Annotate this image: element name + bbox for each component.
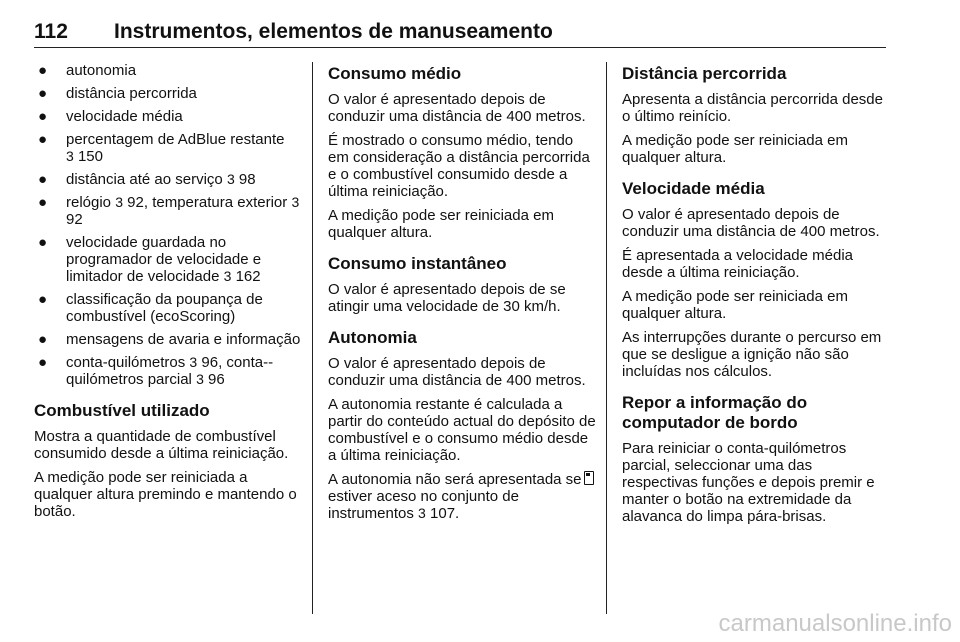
paragraph: A medição pode ser reiniciada em qualquer altura. xyxy=(622,132,848,166)
paragraph: A medição pode ser reiniciada em qualquer altura. xyxy=(328,207,554,241)
bullet-icon: ● xyxy=(38,354,48,371)
page-ref-link[interactable]: 107. xyxy=(430,505,460,522)
paragraph: O valor é apresentado depois de se atingir uma velocidade de 30 km/h. xyxy=(328,281,566,315)
list-item xyxy=(34,85,302,102)
list-item xyxy=(34,331,302,348)
list-item-text: velocidade guardada no programador de velocidade e limitador de velocidade xyxy=(66,234,262,285)
page-ref-icon: 3 xyxy=(189,354,198,370)
paragraph: Apresenta a distância percorrida desde o último reinício. xyxy=(622,91,883,125)
list-item-text: classificação da poupança de combustível (ecoScoring) xyxy=(66,291,263,325)
page-ref-icon: 3 xyxy=(196,371,204,387)
section-heading: Consumo instantâneo xyxy=(328,254,507,273)
watermark: carmanualsonline.info xyxy=(718,610,952,637)
paragraph: Para reiniciar o conta-quilómetros parcial, seleccionar uma das respectivas funções e depois premir e manter o botão na extremidade da alavanca do limpa pára-brisas. xyxy=(622,440,875,525)
paragraph: É mostrado o consumo médio, tendo em consideração a distância percorrida e o combustível consumido desde a última reiniciação. xyxy=(328,132,590,200)
bullet-icon: ● xyxy=(38,62,48,79)
page-ref-icon: 3 xyxy=(66,148,74,164)
list-item xyxy=(34,291,302,325)
page-ref-icon: 3 xyxy=(226,171,235,187)
list-item-text: , conta--quilómetros parcial xyxy=(66,354,274,388)
page-ref-icon: 3 xyxy=(291,194,300,210)
paragraph: As interrupções durante o percurso em que se desligue a ignição não são incluídas nos cálculos. xyxy=(622,329,882,380)
bullet-icon: ● xyxy=(38,194,48,211)
list-item xyxy=(34,62,302,79)
bullet-icon: ● xyxy=(38,291,48,308)
list-item xyxy=(34,354,302,388)
list-item-text: mensagens de avaria e informação xyxy=(66,331,301,348)
paragraph: A autonomia restante é calculada a partir do conteúdo actual do depósito de combustível e o consumo médio desde a última reiniciação. xyxy=(328,396,596,464)
page-ref-icon: 3 xyxy=(418,505,426,521)
list-item-text: distância até ao serviço xyxy=(66,171,223,188)
column-divider xyxy=(606,62,607,614)
chapter-title: Instrumentos, elementos de manuseamento xyxy=(114,20,553,43)
bullet-list xyxy=(34,62,302,388)
page-ref-icon: 3 xyxy=(223,268,232,284)
page-ref-link[interactable]: 96 xyxy=(201,354,219,371)
list-item-text: distância percorrida xyxy=(66,85,197,102)
section-heading: Distância percorrida xyxy=(622,64,787,83)
page-ref-icon: 3 xyxy=(115,194,123,210)
section-heading: Combustível utilizado xyxy=(34,401,210,420)
list-item-text: , temperatura exterior xyxy=(143,194,288,211)
paragraph: O valor é apresentado depois de conduzir uma distância de 400 metros. xyxy=(622,206,880,240)
list-item-text: relógio xyxy=(66,194,112,211)
list-item xyxy=(34,108,302,125)
column-middle xyxy=(328,62,596,529)
section-heading: Consumo médio xyxy=(328,64,462,83)
page-ref-link[interactable]: 96 xyxy=(208,371,225,388)
column-right xyxy=(622,62,890,532)
paragraph xyxy=(328,471,596,522)
column-left xyxy=(34,62,302,527)
list-item-text: velocidade média xyxy=(66,108,183,125)
section-heading: Autonomia xyxy=(328,328,417,347)
section-heading: Velocidade média xyxy=(622,179,765,198)
page-ref-link[interactable]: 98 xyxy=(238,171,256,188)
list-item-text: percentagem de AdBlue restante xyxy=(66,131,285,148)
page-ref-link[interactable]: 92 xyxy=(66,211,83,228)
paragraph-text: A autonomia não será apresentada se xyxy=(328,471,582,488)
page-ref-link[interactable]: 162 xyxy=(235,268,261,285)
paragraph: O valor é apresentado depois de conduzir uma distância de 400 metros. xyxy=(328,91,586,125)
paragraph-text: estiver aceso no conjunto de instrumentos xyxy=(328,488,519,522)
fuel-warning-icon xyxy=(584,471,594,485)
paragraph: É apresentada a velocidade média desde a última reiniciação. xyxy=(622,247,853,281)
paragraph: A medição pode ser reiniciada a qualquer altura premindo e mantendo o botão. xyxy=(34,469,297,520)
list-item xyxy=(34,131,302,165)
column-divider xyxy=(312,62,313,614)
paragraph: O valor é apresentado depois de conduzir uma distância de 400 metros. xyxy=(328,355,586,389)
bullet-icon: ● xyxy=(38,171,48,188)
list-item xyxy=(34,194,302,228)
bullet-icon: ● xyxy=(38,85,48,102)
bullet-icon: ● xyxy=(38,234,48,251)
page-ref-link[interactable]: 92 xyxy=(127,194,144,211)
page-ref-link[interactable]: 150 xyxy=(77,148,103,165)
list-item-text: autonomia xyxy=(66,62,137,79)
page-header xyxy=(34,6,886,48)
paragraph: A medição pode ser reiniciada em qualquer altura. xyxy=(622,288,848,322)
section-heading: Repor a informação do computador de bordo xyxy=(622,393,808,432)
header-rule xyxy=(34,47,886,48)
paragraph: Mostra a quantidade de combustível consumido desde a última reiniciação. xyxy=(34,428,289,462)
list-item xyxy=(34,234,302,285)
list-item-text: conta-quilómetros xyxy=(66,354,186,371)
bullet-icon: ● xyxy=(38,108,48,125)
bullet-icon: ● xyxy=(38,331,48,348)
bullet-icon: ● xyxy=(38,131,48,148)
list-item xyxy=(34,171,302,188)
page-number: 112 xyxy=(34,20,68,43)
